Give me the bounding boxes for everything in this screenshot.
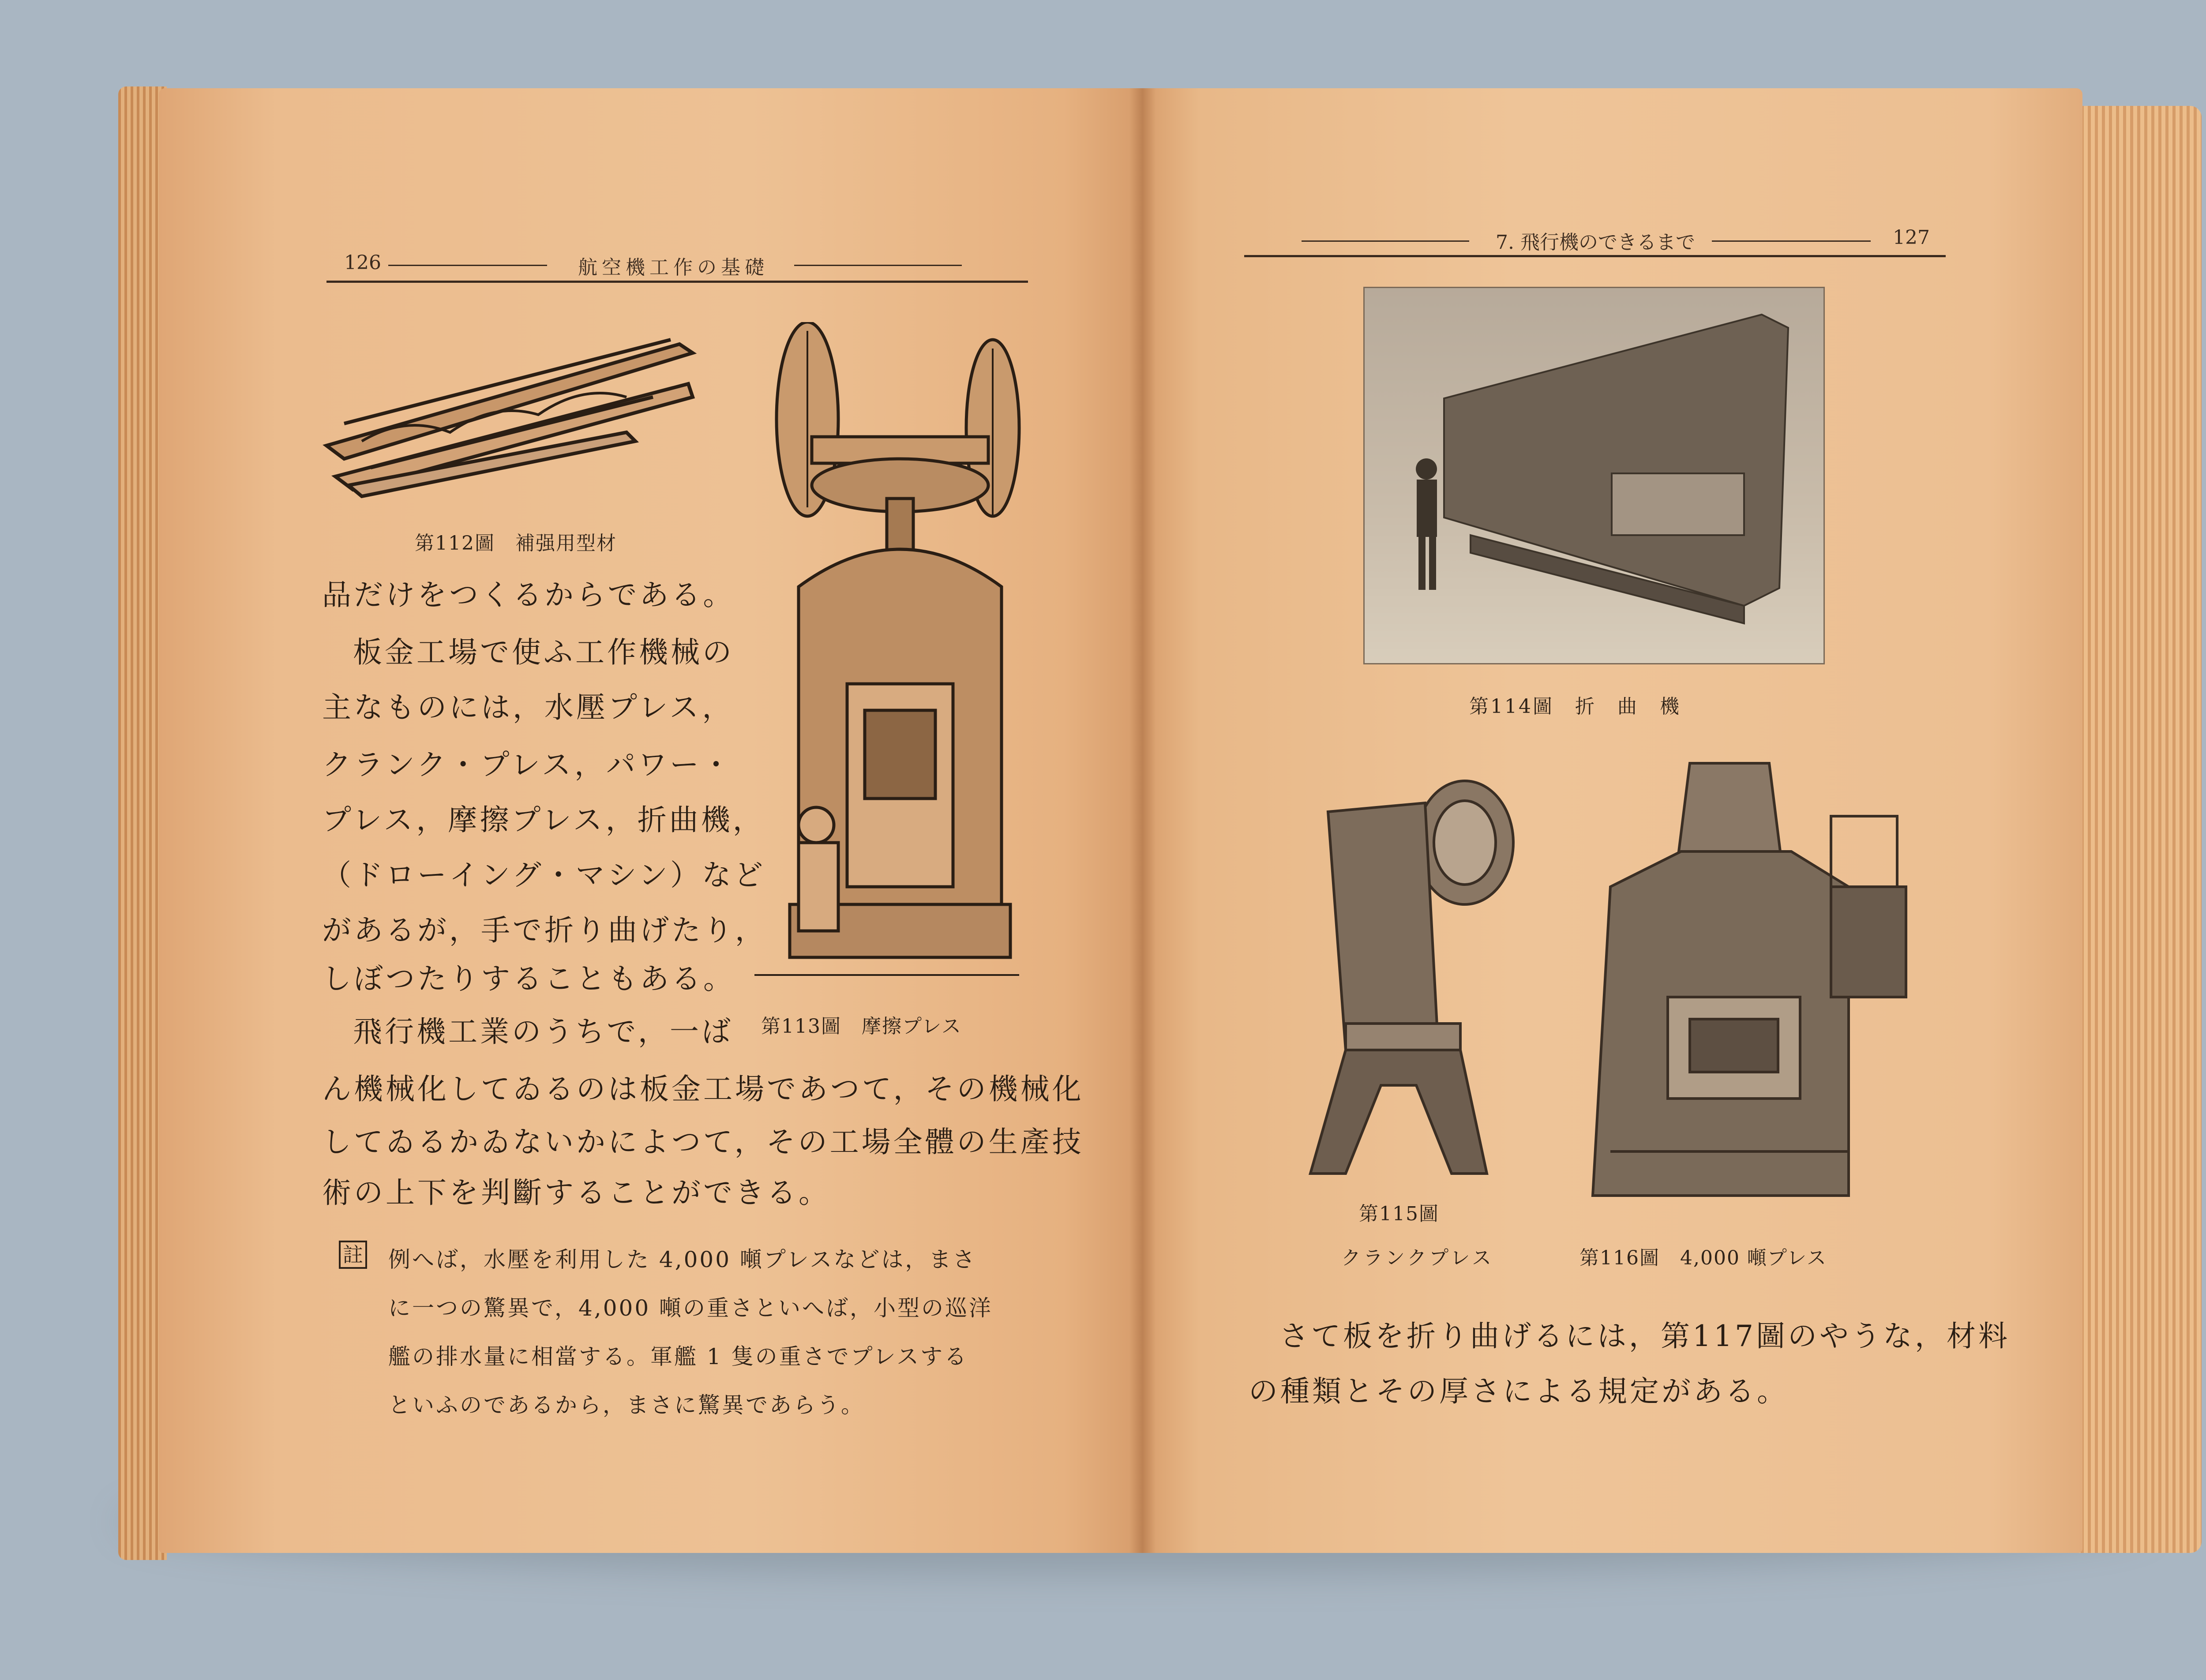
note-mark: 註 <box>339 1241 367 1269</box>
left-body-line-1: 品だけをつくるからである。 <box>322 578 735 612</box>
note-line-1: 例へば，水壓を利用した 4,000 噸プレスなどは，まさ <box>388 1247 977 1272</box>
left-body-line-6: （ドローイング・マシン）など <box>322 858 766 892</box>
right-running-title: 7. 飛行機のできるまで <box>1496 231 1695 254</box>
left-body-line-4: クランク・プレス，パワー・ <box>322 748 734 782</box>
note-line-2: に一つの驚異で，4,000 噸の重さといへば，小型の巡洋 <box>388 1295 993 1321</box>
fig114-bending-machine-photo <box>1363 287 1825 664</box>
left-body-line-8: しぼつたりすることもある。 <box>322 962 735 996</box>
note-line-3: 艦の排水量に相當する。軍艦 1 隻の重さでプレスする <box>388 1344 968 1369</box>
book-gutter <box>1129 88 1156 1553</box>
fig112-caption: 第112圖 補强用型材 <box>415 532 617 555</box>
fig116-caption: 第116圖 4,000 噸プレス <box>1579 1247 1827 1269</box>
left-body-line-5: プレス，摩擦プレス，折曲機， <box>322 803 765 837</box>
fig113-friction-press-illustration <box>746 322 1028 993</box>
left-body-line-11: してゐるかゐないかによつて，その工場全體の生產技 <box>322 1125 1084 1159</box>
right-body-line-2: の種類とその厚さによる規定がある。 <box>1249 1374 1789 1408</box>
fig115-caption-line2: クランクプレス <box>1341 1247 1494 1269</box>
left-body-line-7: があるが，手で折り曲げたり， <box>322 913 767 947</box>
page-edges-right <box>2074 106 2202 1553</box>
fig113-caption: 第113圖 摩擦プレス <box>761 1015 962 1038</box>
left-running-title: 航空機工作の基礎 <box>578 256 769 279</box>
right-head-rule-a <box>1302 240 1469 242</box>
right-page-number: 127 <box>1893 226 1930 249</box>
fig116-4000-ton-press-photo <box>1584 754 1910 1200</box>
left-body-line-9: 飛行機工業のうちで，一ば <box>353 1015 734 1049</box>
left-body-line-12: 術の上下を判斷することができる。 <box>322 1176 830 1210</box>
left-body-line-2: 板金工場で使ふ工作機械の <box>353 635 734 669</box>
left-head-rule-a <box>388 265 547 266</box>
fig114-bending-machine-shape <box>1365 288 1823 663</box>
left-head-rule <box>326 281 1028 283</box>
left-body-line-10: ん機械化してゐるのは板金工場であつて，その機械化 <box>322 1072 1084 1106</box>
fig114-caption: 第114圖 折 曲 機 <box>1469 695 1681 718</box>
right-head-rule-b <box>1712 240 1871 242</box>
left-head-rule-b <box>794 265 962 266</box>
fig112-profiles-illustration <box>318 335 697 499</box>
left-page-number: 126 <box>344 251 381 274</box>
left-body-line-3: 主なものには，水壓プレス， <box>322 690 734 724</box>
fig115-caption-line1: 第115圖 <box>1359 1203 1439 1225</box>
right-body-line-1: さて板を折り曲げるには，第117圖のやうな，材料 <box>1279 1319 2010 1353</box>
fig115-crank-press-photo <box>1293 776 1522 1182</box>
note-line-4: といふのであるから，まさに驚異であらう。 <box>388 1392 865 1418</box>
right-head-rule <box>1244 255 1946 257</box>
